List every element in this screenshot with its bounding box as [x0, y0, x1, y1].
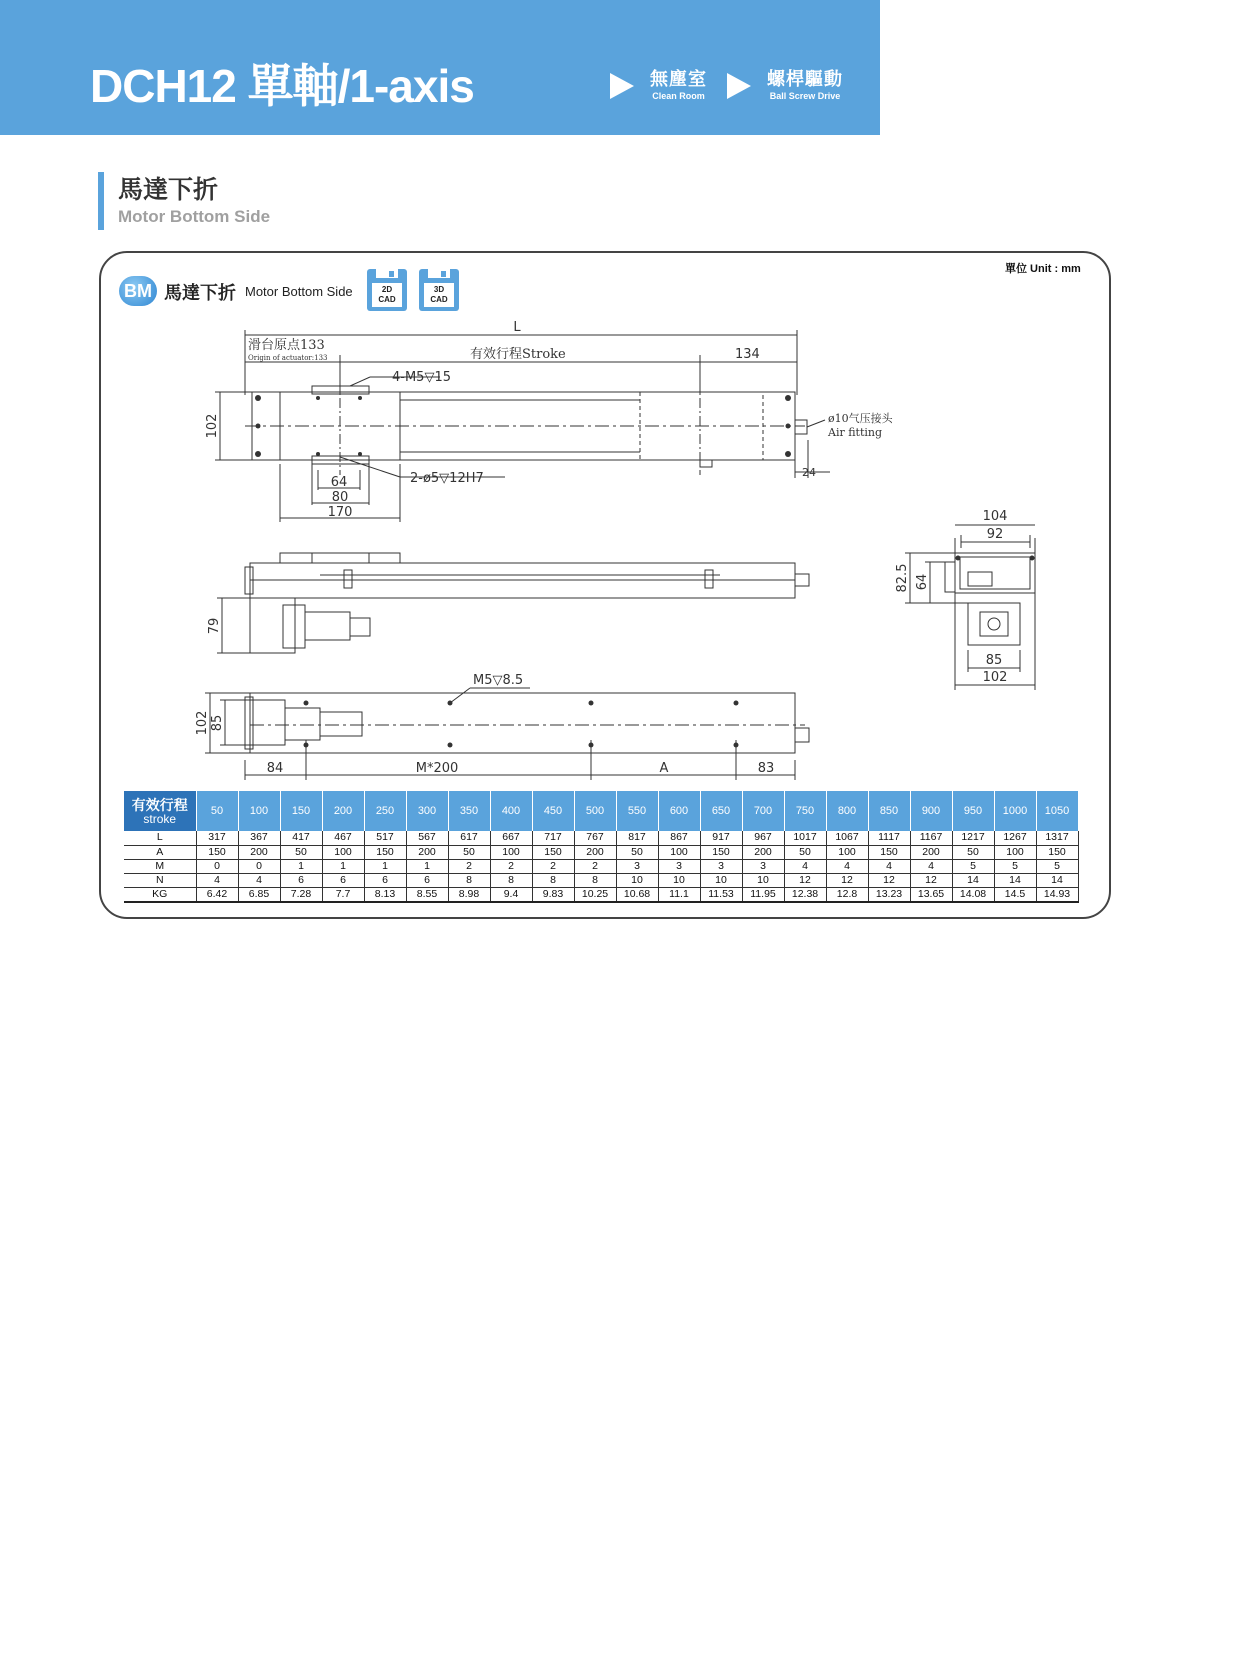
stroke-column-header: 350: [448, 791, 490, 831]
table-cell: 11.1: [658, 887, 700, 902]
dim-L: L: [513, 320, 521, 335]
table-cell: 3: [742, 859, 784, 873]
table-cell: 617: [448, 831, 490, 845]
table-cell: 0: [196, 859, 238, 873]
stroke-column-header: 550: [616, 791, 658, 831]
table-cell: 50: [448, 845, 490, 859]
dim-83: 83: [757, 761, 775, 776]
table-cell: 4: [868, 859, 910, 873]
table-cell: 10: [742, 873, 784, 887]
table-cell: 417: [280, 831, 322, 845]
table-cell: 10: [616, 873, 658, 887]
stroke-column-header: 100: [238, 791, 280, 831]
row-label: L: [124, 831, 196, 845]
origin-label-en: Origin of actuator:133: [248, 354, 328, 362]
stroke-column-header: 850: [868, 791, 910, 831]
stroke-label: 有效行程Stroke: [470, 347, 566, 362]
table-cell: 717: [532, 831, 574, 845]
table-cell: 1: [280, 859, 322, 873]
stroke-column-header: 450: [532, 791, 574, 831]
row-label: N: [124, 873, 196, 887]
stroke-column-header: 500: [574, 791, 616, 831]
table-cell: 10.68: [616, 887, 658, 902]
table-cell: 200: [910, 845, 952, 859]
table-cell: 1117: [868, 831, 910, 845]
table-row: [124, 845, 1078, 859]
table-cell: 0: [238, 859, 280, 873]
dim-A: A: [659, 761, 669, 776]
table-cell: 12.38: [784, 887, 826, 902]
table-cell: 150: [532, 845, 574, 859]
table-cell: 767: [574, 831, 616, 845]
table-cell: 2: [574, 859, 616, 873]
table-row: [124, 859, 1078, 873]
table-cell: 150: [364, 845, 406, 859]
table-cell: 1067: [826, 831, 868, 845]
stroke-column-header: 800: [826, 791, 868, 831]
table-cell: 6: [364, 873, 406, 887]
table-cell: 100: [658, 845, 700, 859]
table-cell: 6: [322, 873, 364, 887]
table-cell: 567: [406, 831, 448, 845]
stroke-column-header: 400: [490, 791, 532, 831]
stroke-column-header: 300: [406, 791, 448, 831]
stroke-column-header: 650: [700, 791, 742, 831]
table-cell: 200: [406, 845, 448, 859]
stroke-column-header: 50: [196, 791, 238, 831]
table-cell: 5: [1036, 859, 1078, 873]
table-cell: 8: [448, 873, 490, 887]
section-title-zh: 馬達下折: [118, 176, 219, 204]
table-cell: 517: [364, 831, 406, 845]
table-cell: 14: [1036, 873, 1078, 887]
stroke-column-header: 900: [910, 791, 952, 831]
table-cell: 50: [952, 845, 994, 859]
table-cell: 867: [658, 831, 700, 845]
end-dim-85: 85: [985, 653, 1003, 668]
table-cell: 3: [658, 859, 700, 873]
table-cell: 1267: [994, 831, 1036, 845]
table-row: [124, 831, 1078, 845]
table-cell: 50: [280, 845, 322, 859]
panel-title-zh: 馬達下折: [164, 283, 236, 303]
origin-label-zh: 滑台原点133: [248, 338, 325, 353]
bm-badge: BM: [119, 276, 157, 306]
table-cell: 4: [910, 859, 952, 873]
table-cell: 11.95: [742, 887, 784, 902]
page-title: DCH12 單軸/1-axis: [90, 60, 474, 112]
table-cell: 3: [616, 859, 658, 873]
table-cell: 12: [910, 873, 952, 887]
table-cell: 11.53: [700, 887, 742, 902]
table-cell: 317: [196, 831, 238, 845]
table-cell: 50: [784, 845, 826, 859]
row-label: A: [124, 845, 196, 859]
air-fitting-en: Air fitting: [828, 426, 883, 439]
table-cell: 6: [406, 873, 448, 887]
table-cell: 8.13: [364, 887, 406, 902]
floppy-icon: 2D CAD: [372, 283, 402, 307]
table-cell: 3: [700, 859, 742, 873]
end-dim-82-5: 82.5: [895, 563, 910, 593]
badge-en: Ball Screw Drive: [769, 91, 841, 101]
table-cell: 6.85: [238, 887, 280, 902]
table-cell: 2: [532, 859, 574, 873]
table-cell: 1167: [910, 831, 952, 845]
dim-170: 170: [327, 505, 353, 520]
table-cell: 6.42: [196, 887, 238, 902]
table-cell: 817: [616, 831, 658, 845]
table-cell: 4: [238, 873, 280, 887]
end-dim-92: 92: [986, 527, 1004, 542]
row-label: KG: [124, 887, 196, 902]
stroke-column-header: 950: [952, 791, 994, 831]
table-cell: 200: [742, 845, 784, 859]
table-cell: 150: [196, 845, 238, 859]
table-cell: 367: [238, 831, 280, 845]
stroke-column-header: 1050: [1036, 791, 1078, 831]
technical-drawing: [0, 0, 1236, 790]
table-cell: 467: [322, 831, 364, 845]
dim-102-bottom: 102: [195, 710, 210, 736]
table-cell: 100: [490, 845, 532, 859]
section-title-en: Motor Bottom Side: [118, 207, 271, 226]
pin-holes-label: 2-ø5▽12H7: [410, 471, 484, 486]
dim-84: 84: [266, 761, 284, 776]
stroke-column-header: 1000: [994, 791, 1036, 831]
table-cell: 14.08: [952, 887, 994, 902]
table-cell: 150: [1036, 845, 1078, 859]
badge-zh: 無塵室: [650, 69, 707, 89]
end-dim-64: 64: [915, 573, 930, 591]
table-cell: 10: [658, 873, 700, 887]
table-cell: 8.55: [406, 887, 448, 902]
badge-zh: 螺桿驅動: [767, 69, 843, 89]
table-cell: 8: [574, 873, 616, 887]
holes-top-label: 4-M5▽15: [392, 370, 451, 385]
table-cell: 667: [490, 831, 532, 845]
stroke-column-header: 750: [784, 791, 826, 831]
stroke-column-header: 250: [364, 791, 406, 831]
stroke-column-header: 150: [280, 791, 322, 831]
table-cell: 967: [742, 831, 784, 845]
table-cell: 7.7: [322, 887, 364, 902]
table-cell: 4: [784, 859, 826, 873]
table-cell: 100: [322, 845, 364, 859]
table-cell: 4: [196, 873, 238, 887]
table-cell: 10.25: [574, 887, 616, 902]
table-row: [124, 887, 1078, 902]
table-cell: 100: [994, 845, 1036, 859]
table-cell: 1317: [1036, 831, 1078, 845]
end-dim-104: 104: [982, 509, 1008, 524]
dim-64: 64: [330, 475, 348, 490]
table-cell: 100: [826, 845, 868, 859]
table-cell: 5: [952, 859, 994, 873]
table-row: [124, 873, 1078, 887]
dim-m200: M*200: [415, 761, 459, 776]
table-cell: 12.8: [826, 887, 868, 902]
table-cell: 14.5: [994, 887, 1036, 902]
table-cell: 6: [280, 873, 322, 887]
table-cell: 150: [700, 845, 742, 859]
table-cell: 1017: [784, 831, 826, 845]
table-cell: 7.28: [280, 887, 322, 902]
dim-85-bottom: 85: [210, 714, 225, 732]
table-cell: 13.65: [910, 887, 952, 902]
dim-79: 79: [207, 617, 222, 635]
row-label: M: [124, 859, 196, 873]
dim-24: 24: [802, 466, 816, 479]
table-cell: 1: [364, 859, 406, 873]
stroke-header-cell: 有效行程 stroke: [124, 791, 196, 831]
stroke-column-header: 600: [658, 791, 700, 831]
table-cell: 2: [448, 859, 490, 873]
dim-102-top: 102: [205, 413, 220, 439]
end-dim-102: 102: [982, 670, 1008, 685]
stroke-column-header: 700: [742, 791, 784, 831]
stroke-spec-table: [124, 791, 1079, 903]
table-cell: 14: [952, 873, 994, 887]
table-cell: 8.98: [448, 887, 490, 902]
table-cell: 1: [322, 859, 364, 873]
table-cell: 150: [868, 845, 910, 859]
panel-title-en: Motor Bottom Side: [245, 284, 353, 299]
table-cell: 10: [700, 873, 742, 887]
dim-134: 134: [735, 347, 760, 362]
table-cell: 1: [406, 859, 448, 873]
table-cell: 917: [700, 831, 742, 845]
table-cell: 8: [532, 873, 574, 887]
table-cell: 8: [490, 873, 532, 887]
badge-en: Clean Room: [652, 91, 705, 101]
table-cell: 13.23: [868, 887, 910, 902]
dim-80: 80: [331, 490, 349, 505]
table-cell: 14: [994, 873, 1036, 887]
floppy-icon: 3D CAD: [424, 283, 454, 307]
table-cell: 2: [490, 859, 532, 873]
table-cell: 4: [826, 859, 868, 873]
bottom-hole-label: M5▽8.5: [473, 673, 524, 688]
table-cell: 12: [826, 873, 868, 887]
table-cell: 1217: [952, 831, 994, 845]
stroke-column-header: 200: [322, 791, 364, 831]
table-cell: 5: [994, 859, 1036, 873]
table-cell: 12: [784, 873, 826, 887]
table-cell: 9.4: [490, 887, 532, 902]
table-cell: 50: [616, 845, 658, 859]
table-cell: 14.93: [1036, 887, 1078, 902]
table-cell: 200: [238, 845, 280, 859]
table-cell: 9.83: [532, 887, 574, 902]
table-cell: 200: [574, 845, 616, 859]
air-fitting-zh: ø10气压接头: [828, 412, 893, 425]
table-cell: 12: [868, 873, 910, 887]
unit-label: 單位 Unit : mm: [1005, 263, 1081, 275]
